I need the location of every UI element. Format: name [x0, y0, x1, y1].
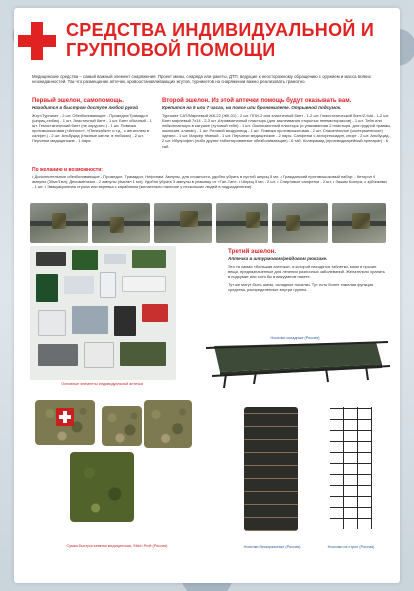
medical-bag-image: [70, 452, 134, 522]
section2-subheading: Крепится на 6 или 7 часах, на поясе или бронежилете. Отрывной подсумок.: [162, 105, 342, 110]
kit-caption: Основные элементы индивидуальной аптечки: [61, 382, 143, 386]
section-third-echelon: [228, 248, 388, 292]
title-line-1: СРЕДСТВА ИНДИВИДУАЛЬНОЙ И: [66, 20, 375, 40]
kit-contents-photo: [30, 246, 176, 380]
section-first-echelon: [32, 98, 152, 144]
title-line-2: ГРУППОВОЙ ПОМОЩИ: [66, 40, 276, 60]
belt-photo: [92, 203, 150, 243]
section1-text: Жгут/Турникет - 2 шт. Обезболивающее - Промедол/Трамадол (шприц-тюбик) - 1 шт. Эластичный бинт - 1 шт. Бинт обычный - 1 шт. Гемостатический бинт (не хирургич.) - 1 шт. Повязка противоожоговая («Апполо», «Пенекэйкл» и т.д., с ангигелем в салфет.) - 2 шт. Альбуцид (глазные капли, в тюбиках) - 2 шт. Перчатки медицинские - 1 пара.: [32, 113, 152, 144]
belt-photo: [216, 203, 268, 243]
roll-caption: Носилки бескаркасные (Россия): [243, 545, 301, 549]
belt-photo: [30, 203, 88, 243]
bag-caption: Сумка быстросъемная медицинская, Stitch Profi (Россия): [66, 544, 168, 548]
belt-photo-strip: [30, 203, 386, 243]
belt-photo: [272, 203, 328, 243]
optional-section: [32, 167, 388, 189]
intro-text: Медицинские средства – самый важный элемент снаряжения. Проект мины, снаряда или ракеты, ДТП, ведущие к неосторожному обращению с оружием и масса всяких неожиданностей. Так что размещение аптечек, кровоостанавливающих жгутов, турникетов на снаряжении важно реализовать грамотно.: [32, 74, 371, 85]
medical-bag-image: [144, 400, 192, 448]
page-title: [66, 20, 396, 60]
optional-heading: По желанию и возможности:: [32, 167, 103, 173]
stretcher-caption: Носилки складные (Россия): [270, 336, 320, 340]
section3-subheading: Аптечка в штурмовом/рейдовом рюкзаке.: [228, 256, 328, 261]
section2-heading: Второй эшелон. Из этой аптечки помощь будут оказывать вам.: [162, 98, 352, 104]
optional-text: • Дополнительные обезболивающие - Промедол, Трамадол, Нефопам. Ампулы, для сложности, удобно убрать в пустой шприц 5 мл. • Гражданский противошоковый набор: - Кеторол 4 ампулы (30мг/1мл); Дексаметазон - 2 ампулы (4мг/мл 1 мл); Удобно убрать 3 ампулы в упаковку от «Тан-Тан». • Шприц 5 мл - 2 шт. • Спиртовые салфетки - 2 шт. • Зажим Кохера, с зубчиками - 1 шт. • Эвакуационная стропа или веревка с карабином (желательно наличие у нескольких людей в подразделении).: [32, 174, 387, 190]
section1-subheading: Находится в быстром доступе любой рукой: [32, 105, 139, 110]
strap-stretcher-image: [330, 407, 372, 529]
section2-text: Турникет CAT/Марлевый ЖК-22 (ЖК-01) - 2 шт. ППИ-2 или эластичный бинт - 1-2 шт. Гемостатический бинт/Z-fold - 1-2 шт. Бинт марлевый 7х14 - 2-3 шт. Атравматичный пластырь (для заклеивания открытых пневмотораксов) - 1 шт. Тейп или лейкопластырь в катушке (тутовый тейп) - 1 шт. Окклюзионный пластырь (и упакованная 2 пластыря, для грудной травмы, окклюзия, клапан) - 1 шт. Ротовой воздуховод - 1 шт. Повязка противоожоговая - 2 шт. Спасательное (изотермическое) одеяло - 1 шт. Маркер тёмный - 1 шт. Перчатки медицинские - 2 пары. Салфетки с ахлоргексидин, спирт - 2 шт. Альбуцид - 2 шт. Ибупрофен (либо другие таблетированные обезболивающие) - 6 таб. Колюрамид (противодиарейный препарат) - 6 таб.: [162, 113, 392, 149]
folding-stretcher-image: [196, 338, 392, 390]
red-cross-icon: [14, 18, 60, 64]
section-second-echelon: [162, 98, 392, 149]
section3-text2: Тут же могут быть шины, складные носилки. Тут есть более тяжелая функция средства, распределенные внутри группы.: [228, 282, 374, 293]
net-caption: Носилки из строп (Россия): [327, 545, 375, 549]
belt-photo: [332, 203, 386, 243]
section3-heading: Третий эшелон.: [228, 248, 277, 255]
frameless-stretcher-image: [244, 407, 298, 531]
red-cross-patch-icon: [56, 408, 74, 426]
medical-bag-image: [102, 406, 142, 446]
section1-heading: Первый эшелон, самопомощь.: [32, 98, 124, 104]
section3-text1: Это та самая «большая аптечка», в которой находятся таблетки, мази и прочие вещи, предназначенные для лечения различных заболеваний. Желательно хранить в подсумке или хотя бы в вакуумном пакете.: [228, 264, 385, 280]
belt-photo: [154, 203, 212, 243]
